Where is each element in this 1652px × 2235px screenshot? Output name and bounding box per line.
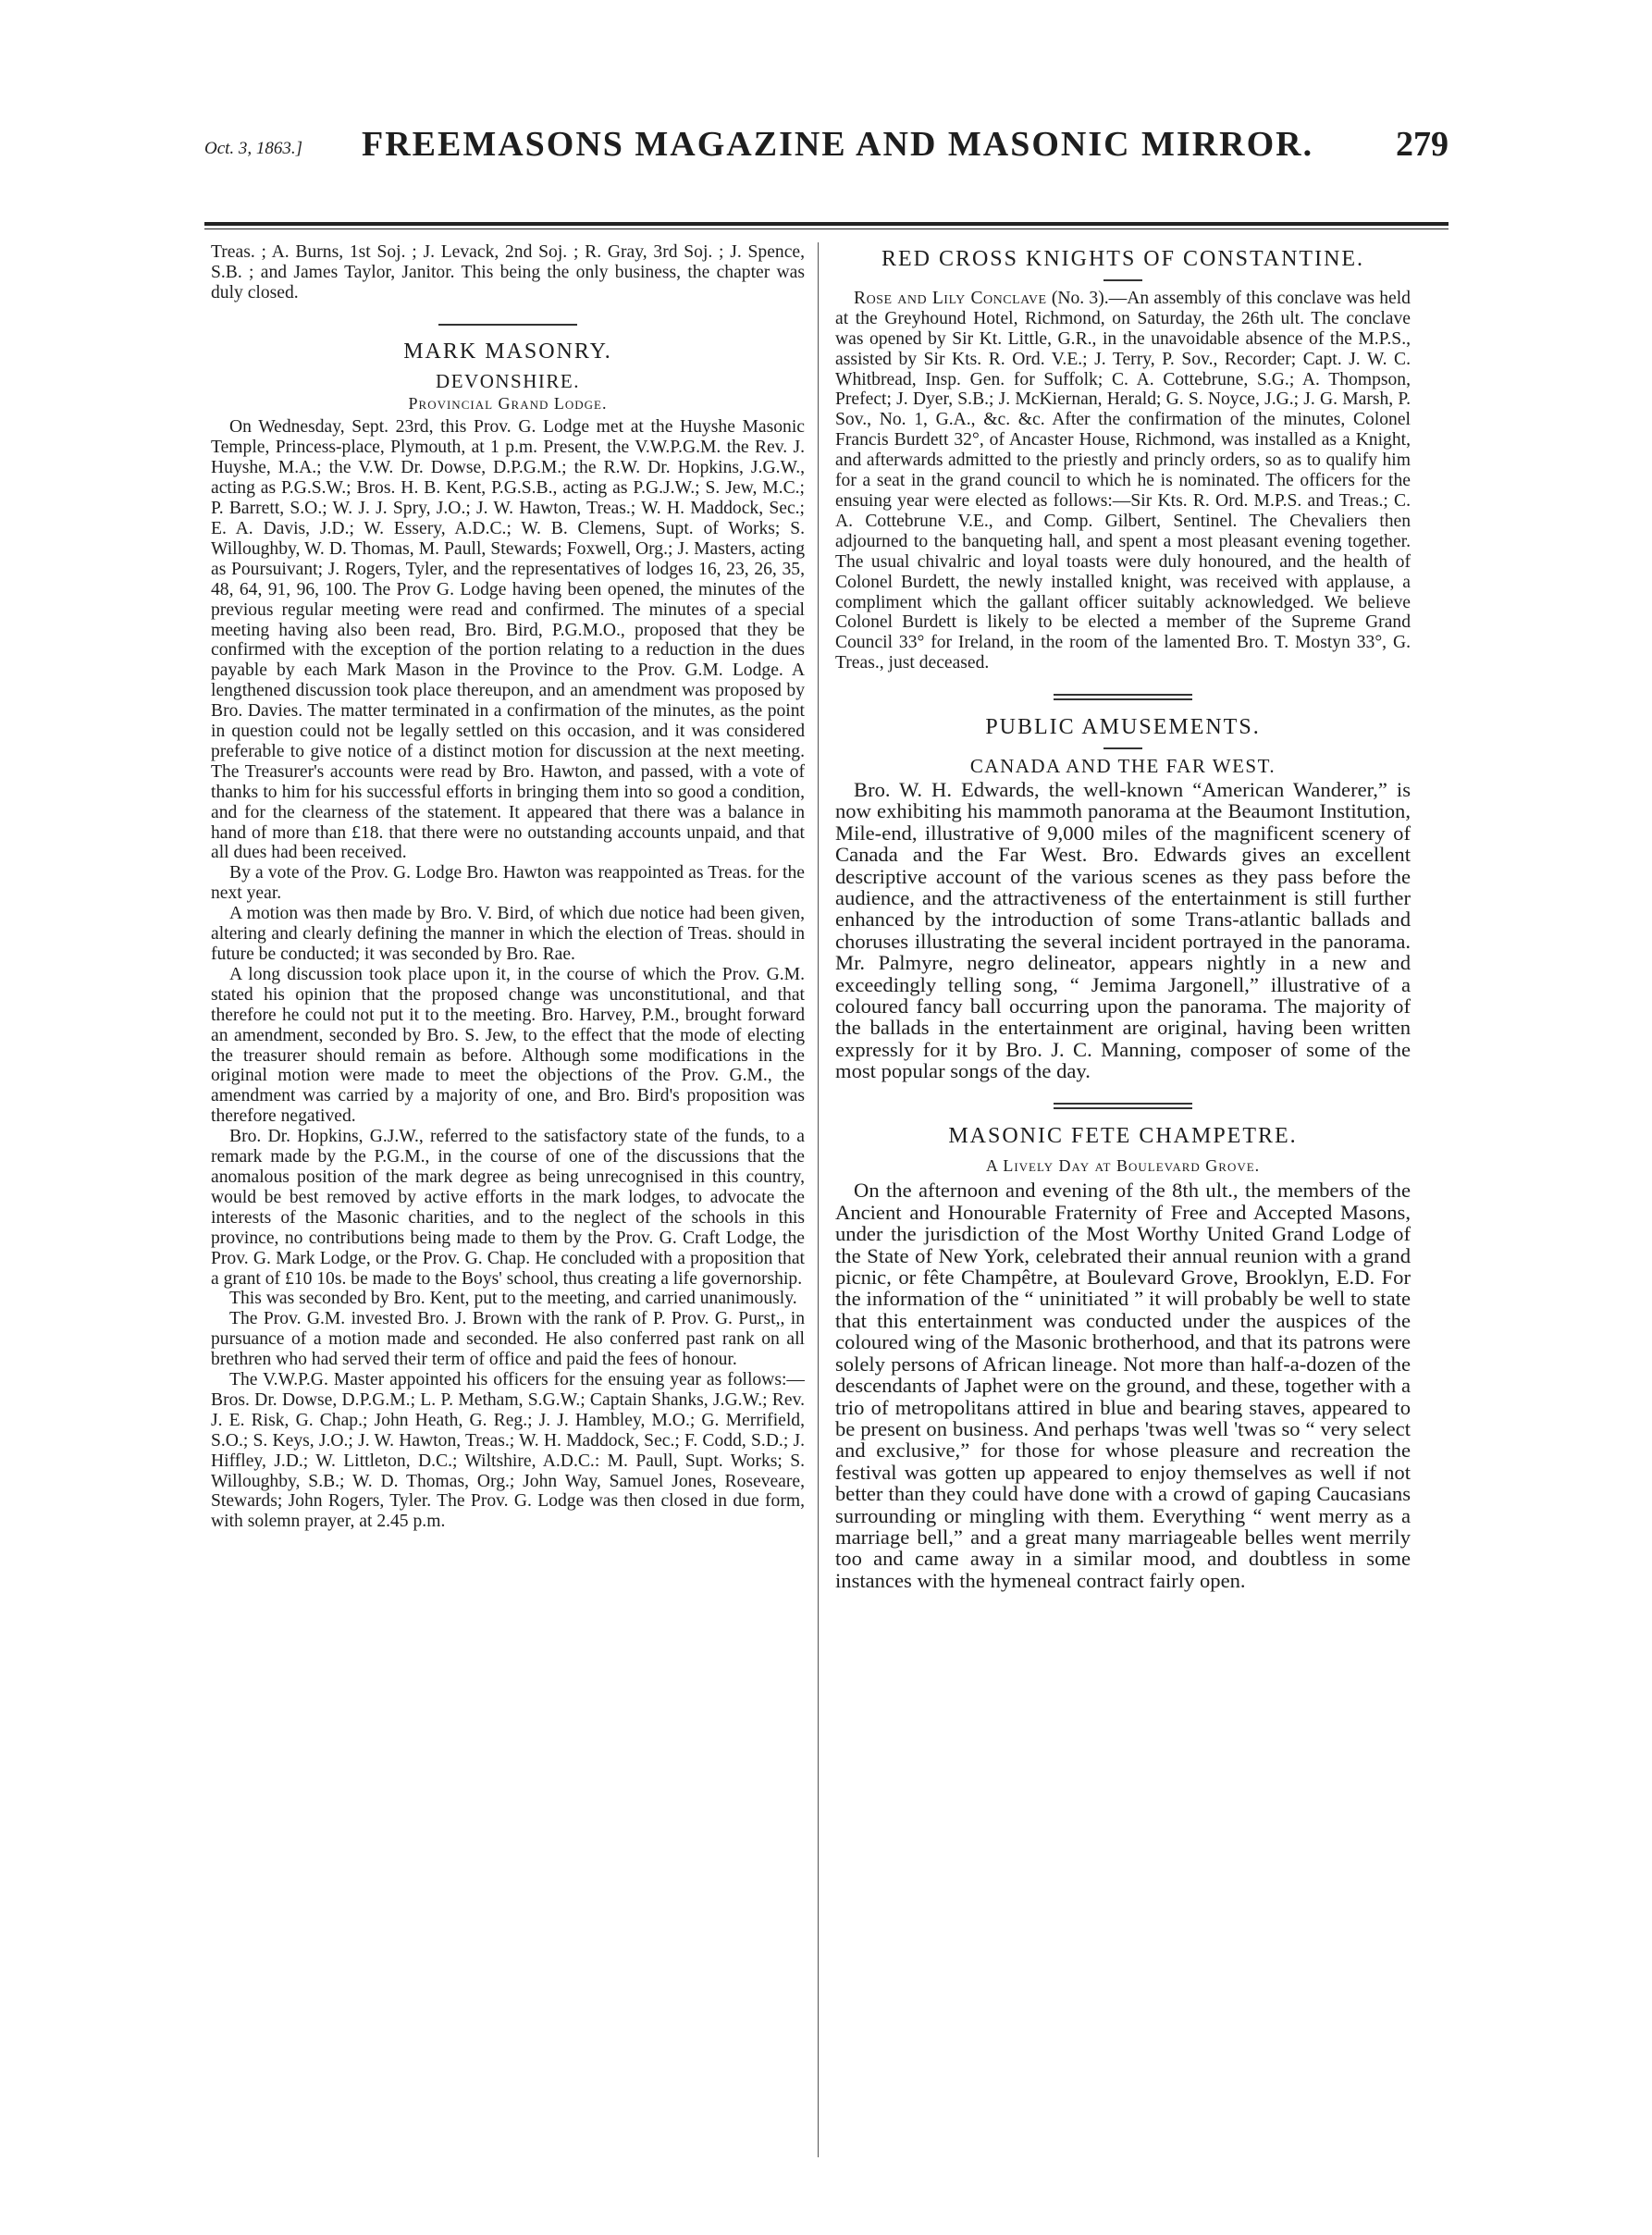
mark-paragraph-3: A motion was then made by Bro. V. Bird, of which due notice had been given, altering and clearly defining the manner in which the election of Treas. should in future be conducted; it was seconded by Bro. Rae. [211,904,805,964]
masthead-rule-thin [204,228,1449,229]
section-separator [1054,694,1192,696]
chapter-closing-paragraph: Treas. ; A. Burns, 1st Soj. ; J. Levack, 2nd Soj. ; R. Gray, 3rd Soj. ; J. Spence, S.B. ; and James Taylor, Janitor. This being the only business, the chapter was duly closed. [211,242,805,303]
heading-rule [1103,279,1142,281]
right-column [835,242,1411,1602]
publication-title: FREEMASONS MAGAZINE AND MASONIC MIRROR. [362,125,1314,164]
red-cross-paragraph [835,289,1411,673]
mark-paragraph-2: By a vote of the Prov. G. Lodge Bro. Hawton was reappointed as Treas. for the next year. [211,863,805,904]
left-column [211,242,805,2176]
masthead-rule-thick [204,222,1449,226]
mark-masonry-heading: MARK MASONRY. [403,339,612,364]
issue-date: Oct. 3, 1863.] [204,139,303,158]
masthead [204,118,1449,174]
section-separator [1054,1103,1192,1105]
conclave-name: Rose and Lily Conclave [854,288,1047,308]
mark-paragraph-6: This was seconded by Bro. Kent, put to the meeting, and carried unanimously. [229,1289,797,1309]
mark-paragraph-4: A long discussion took place upon it, in the course of which the Prov. G.M. stated his opinion that the proposed change was unconstitutional, and that therefore he could not put it to the meeting. Bro. Harvey, P.M., brought forward an amendment, seconded by Bro. S. Jew, to the effect that the mode of electing the treasurer should remain as before. Although some modifications in the original motion were made to meet the objections of the Prov. G.M., the amendment was carried by a majority of one, and Bro. Bird's proposition was therefore negatived. [211,964,805,1127]
fete-paragraph: On the afternoon and evening of the 8th ult., the members of the Ancient and Honourable Fraternity of Free and Accepted Masons, under the jurisdiction of the Most Worthy United Grand Lodge of the State of New York, celebrated their annual reunion with a grand picnic, or fête Champêtre, at Boulevard Grove, Brooklyn, E.D. For the information of the “ uninitiated ” it will probably be well to state that this entertainment was conducted under the auspices of the coloured wing of the Masonic brotherhood, and that its patrons were solely persons of African lineage. Not more than half-a-dozen of the descendants of Japhet were on the ground, and these, together with a trio of metropolitans attired in blue and bearing staves, appeared to be present on business. And perhaps 'twas well 'twas so “ very select and exclusive,” for those for whose pleasure and recreation the festival was gotten up appeared to enjoy themselves as well if not better than they could have done with a crowd of gaping Caucasians surrounding or mingling with them. Everything “ went merry as a marriage bell,” and a great many marriageable belles went merrily too and came away in a similar mood, and doubtless in some instances with the hymeneal contract fairly open. [835,1179,1411,1592]
provincial-grand-lodge-subheading: Provincial Grand Lodge. [408,393,608,413]
public-amusements-heading: PUBLIC AMUSEMENTS. [985,715,1261,740]
red-cross-heading: RED CROSS KNIGHTS OF CONSTANTINE. [881,247,1365,271]
amusements-paragraph: Bro. W. H. Edwards, the well-known “American Wanderer,” is now exhibiting his mammoth panorama at the Beaumont Institution, Mile-end, illustrative of 9,000 miles of the magnificent scenery of Canada and the Far West. Bro. Edwards gives an excellent descriptive account of the various scenes as they pass before the audience, and the attractiveness of the entertainment is still further enhanced by the introduction of some Trans-atlantic ballads and choruses illustrating the several incident portrayed in the panorama. Mr. Palmyre, negro delineator, appears nightly in a new and exceedingly telling song, “ Jemima Jargonell,” illustrative of a coloured fancy ball occurring upon the panorama. The majority of the ballads in the entertainment are original, having been written expressly for it by Bro. J. C. Manning, composer of some of the most popular songs of the day. [835,777,1411,1083]
mark-paragraph-7: The Prov. G.M. invested Bro. J. Brown with the rank of P. Prov. G. Purst,, in pursuance of a motion made and seconded. He also conferred past rank on all brethren who had served their term of office and paid the fees of honour. [211,1309,805,1370]
heading-rule [1103,747,1142,749]
fete-champetre-heading: MASONIC FETE CHAMPETRE. [948,1123,1298,1148]
page-number: 279 [1396,125,1449,164]
red-cross-text: (No. 3).—An assembly of this conclave was held at the Greyhound Hotel, Richmond, on Saturday, the 26th ult. The conclave was opened by Sir Kt. Little, G.R., in the unavoidable absence of the M.P.S., assisted by Sir Kts. R. Ord. V.E.; J. Terry, P. Sov., Recorder; Capt. J. W. C. Whitbread, Insp. Gen. for Suffolk; C. A. Cottebrune, S.G.; A. Thompson, Prefect; J. Dyer, S.B.; J. McKiernan, Herald; G. S. Noyce, J.G.; J. G. Marsh, P. Sov., No. 1, G.A., &c. &c. After the confirmation of the minutes, Colonel Francis Burdett 32°, of Ancaster House, Richmond, was installed as a Knight, and afterwards admitted to the priestly and princly orders, so as to qualify him for a seat in the grand council to which he is nominated. The officers for the ensuing year were elected as follows:—Sir Kts. R. Ord. M.P.S. and Treas.; C. A. Cottebrune V.E., and Comp. Gilbert, Sentinel. The Chevaliers then adjourned to the banqueting hall, and spent a most pleasant evening together. The usual chivalric and loyal toasts were duly honoured, and the health of Colonel Burdett, the newly installed knight, was received with applause, a compliment which the gallant officer suitably acknowledged. We believe Colonel Burdett is likely to be elected a member of the Supreme Grand Council 33° for Ireland, in the room of the lamented Bro. T. Mostyn 33°, G. Treas., just deceased. [835,288,1411,673]
boulevard-grove-subheading: A Lively Day at Boulevard Grove. [985,1155,1261,1175]
mark-paragraph-5: Bro. Dr. Hopkins, G.J.W., referred to the satisfactory state of the funds, to a remark made by the P.G.M., in the course of one of the discussions that the anomalous position of the mark degree as being unrecognised in this country, would be best removed by active efforts in the mark lodges, to advocate the interests of the Masonic charities, and to the neglect of the schools in this province, no contributions being made to them by the Prov. G. Craft Lodge, the Prov. G. Mark Lodge, or the Prov. G. Chap. He concluded with a proposition that a grant of £10 10s. be made to the Boys' school, thus creating a life governorship. [211,1127,805,1289]
devonshire-subheading: DEVONSHIRE. [436,369,580,392]
column-divider [818,242,819,2157]
canada-subheading: CANADA AND THE FAR WEST. [969,755,1276,778]
section-separator [438,324,577,326]
mark-paragraph-1: On Wednesday, Sept. 23rd, this Prov. G. Lodge met at the Huyshe Masonic Temple, Princess-place, Plymouth, at 1 p.m. Present, the V.W.P.G.M. the Rev. J. Huyshe, M.A.; the V.W. Dr. Dowse, D.P.G.M.; the R.W. Dr. Hopkins, J.G.W., acting as P.G.S.W.; Bros. H. B. Kent, P.G.S.B., acting as P.G.J.W.; S. Jew, M.C.; P. Barrett, S.O.; W. J. J. Spry, J.O.; J. W. Hawton, Treas.; W. H. Maddock, Sec.; E. A. Davis, J.D.; W. Essery, A.D.C.; W. B. Clemens, Supt. of Works; S. Willoughby, W. D. Thomas, M. Paull, Stewards; Foxwell, Org.; J. Masters, acting as Poursuivant; J. Rogers, Tyler, and the representatives of lodges 16, 23, 26, 35, 48, 64, 91, 96, 100. The Prov G. Lodge having been opened, the minutes of the previous regular meeting were read and confirmed. The minutes of a special meeting having also been read, Bro. Bird, P.G.M.O., proposed that they be confirmed with the exception of the portion relating to a reduction in the dues payable by each Mark Mason in the Province to the Prov. G.M. Lodge. A lengthened discussion took place thereupon, and an amendment was proposed by Bro. Davies. The matter terminated in a confirmation of the minutes, as the point in question could not be legally settled on this occasion, and it was considered preferable to give notice of a distinct motion for discussion at the next meeting. The Treasurer's accounts were read by Bro. Hawton, and passed, with a vote of thanks to him for his successful efforts in bringing them into so good a condition, and for the clearness of the statement. It appeared that there was a balance in hand of more than £18. that there were no outstanding accounts unpaid, and that all dues had been received. [211,417,805,863]
mark-paragraph-8: The V.W.P.G. Master appointed his officers for the ensuing year as follows:—Bros. Dr. Dowse, D.P.G.M.; L. P. Metham, S.G.W.; Captain Shanks, J.G.W.; Rev. J. E. Risk, G. Chap.; John Heath, G. Reg.; J. J. Hambley, M.O.; G. Merrifield, S.O.; S. Keys, J.O.; J. W. Hawton, Treas.; W. H. Maddock, Sec.; F. Codd, S.D.; J. Hiffley, J.D.; W. Littleton, D.C.; Wiltshire, A.D.C.: M. Paull, Supt. Works; S. Willoughby, S.B.; W. D. Thomas, Org.; John Way, Samuel Jones, Roseveare, Stewards; John Rogers, Tyler. The Prov. G. Lodge was then closed in due form, with solemn prayer, at 2.45 p.m. [211,1370,805,1532]
